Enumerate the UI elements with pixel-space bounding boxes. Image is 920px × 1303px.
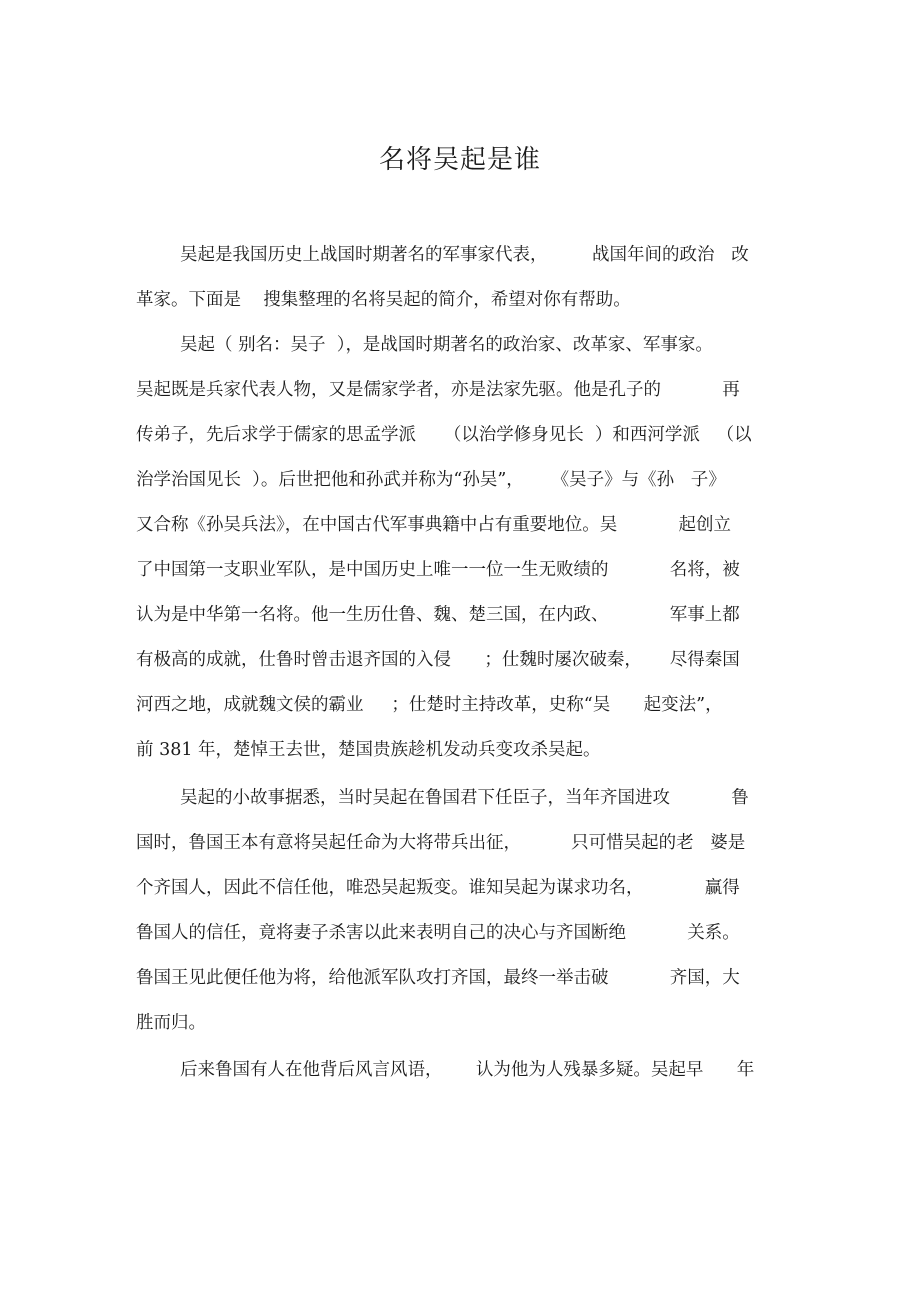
text-line: 又合称《孙吴兵法》，在中国古代军事典籍中占有重要地位。吴 起创立 [136,515,731,535]
text-line: 个齐国人，因此不信任他，唯恐吴起叛变。谁知吴起为谋求功名， 赢得 [136,878,740,898]
text-line: 治学治国见长 ）。后世把他和孙武并称为“孙吴”， 《吴子》与《孙 子》 [136,470,726,490]
text-line: 河西之地，成就魏文侯的霸业 ；仕楚时主持改革，史称“吴 起变法”， [136,695,723,715]
text-line: 革家。下面是 搜集整理的名将吴起的简介，希望对你有帮助。 [136,290,631,310]
text-line: 了中国第一支职业军队，是中国历史上唯一一位一生无败绩的 名将，被 [136,560,740,580]
text-line: 吴起的小故事据悉，当时吴起在鲁国君下任臣子，当年齐国进攻 鲁 [180,788,749,808]
text-line: 吴起既是兵家代表人物，又是儒家学者，亦是法家先驱。他是孔子的 再 [136,380,740,400]
text-line: 后来鲁国有人在他背后风言风语， 认为他为人残暴多疑。吴起早 年 [180,1060,755,1080]
text-line: 吴起是我国历史上战国时期著名的军事家代表， 战国年间的政治 改 [180,245,749,265]
document-title: 名将吴起是谁 [378,145,541,175]
text-line: 有极高的成就，仕鲁时曾击退齐国的入侵 ；仕魏时屡次破秦， 尽得秦国 [136,650,740,670]
text-line: 吴起（ 别名：吴子 ），是战国时期著名的政治家、改革家、军事家。 [180,335,713,355]
text-line: 国时，鲁国王本有意将吴起任命为大将带兵出征， 只可惜吴起的老 婆是 [136,833,746,853]
text-line: 胜而归。 [136,1013,206,1033]
text-line: 鲁国王见此便任他为将，给他派军队攻打齐国，最终一举击破 齐国，大 [136,968,740,988]
text-line: 前 381 年，楚悼王去世，楚国贵族趁机发动兵变攻杀吴起。 [136,740,601,760]
text-line: 鲁国人的信任，竟将妻子杀害以此来表明自己的决心与齐国断绝 关系。 [136,923,740,943]
text-line: 传弟子，先后求学于儒家的思孟学派 （以治学修身见长 ）和西河学派 （以 [136,425,752,445]
text-line: 认为是中华第一名将。他一生历仕鲁、魏、楚三国，在内政、 军事上都 [136,605,740,625]
